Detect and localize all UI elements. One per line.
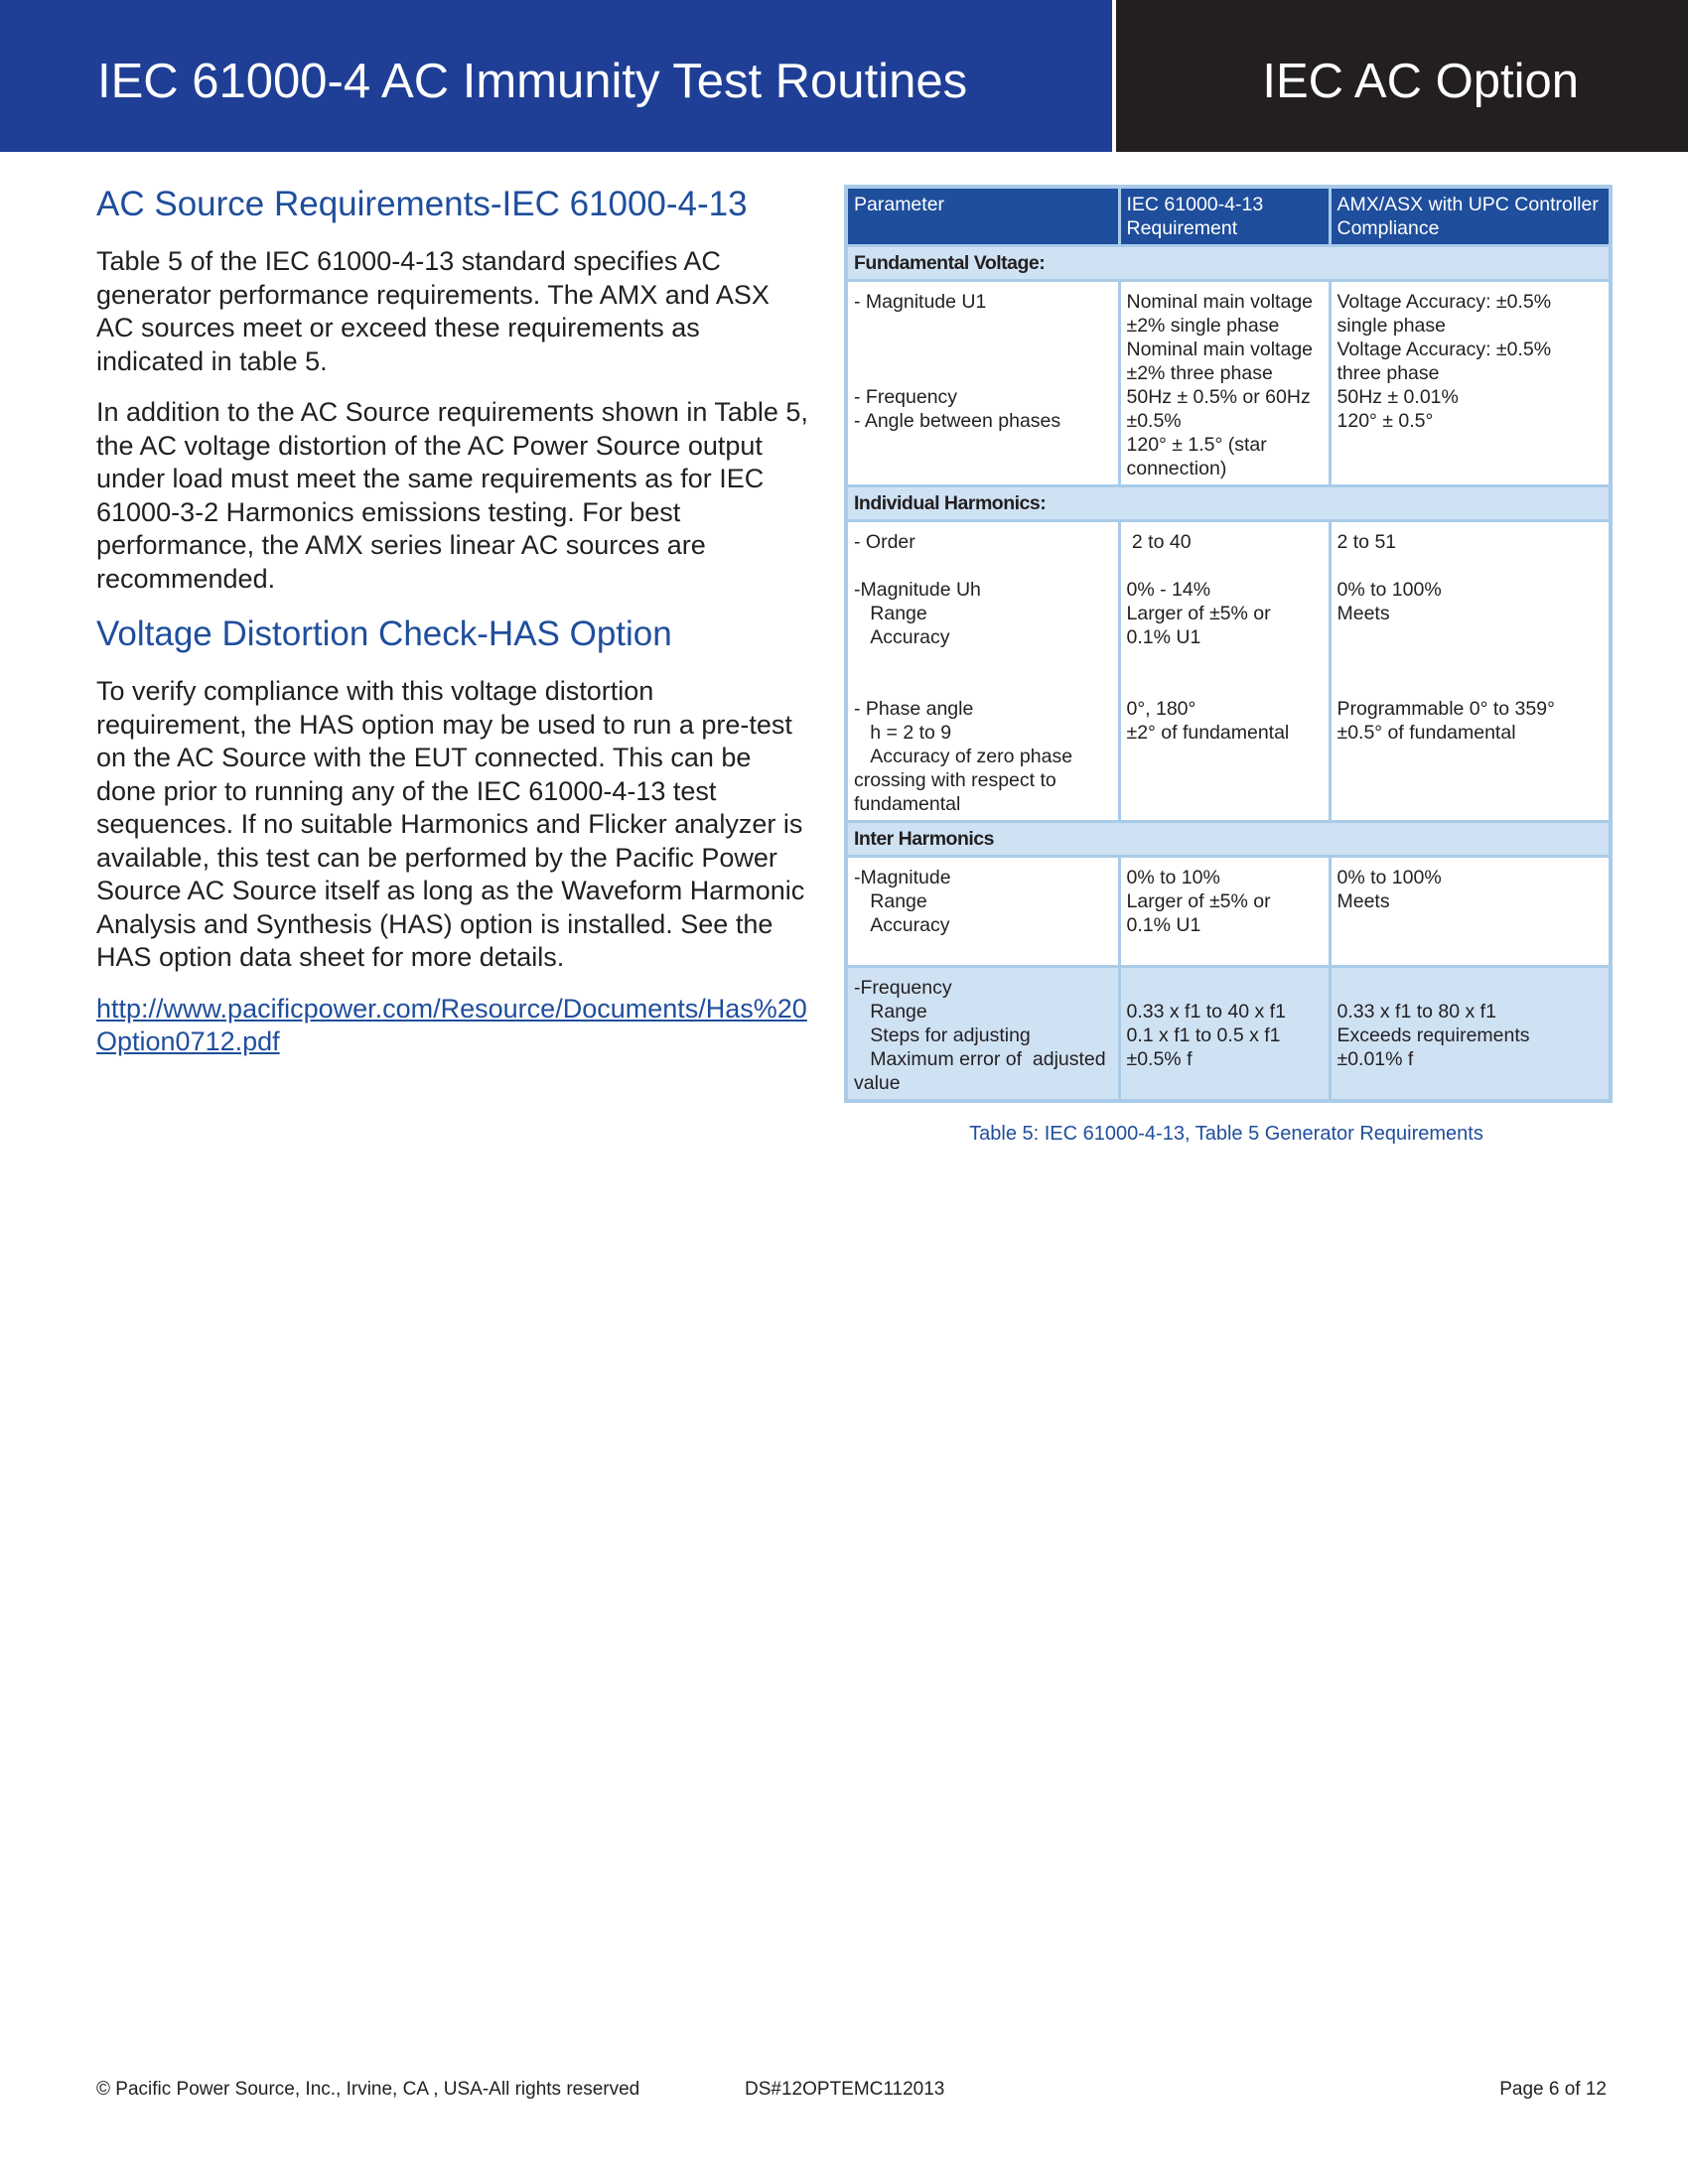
cell-line: 0% to 100%: [1336, 579, 1442, 601]
cell-line: [1127, 673, 1323, 697]
paragraph-voltage-distortion: In addition to the AC Source requirements shown in Table 5, the AC voltage distortion of the AC Power Source output under load must meet the same requirements as for IEC 61000-3-2 Harmonics emissions testing. For best performance, the AMX series linear AC sources are recommended.: [96, 397, 808, 594]
cell-line: - Order: [854, 531, 915, 553]
cell-req: [1119, 281, 1330, 486]
cell-line: ±2% three phase: [1126, 362, 1273, 384]
cell-line: Range: [854, 890, 927, 912]
cell-line: Exceeds requirements: [1336, 1024, 1530, 1046]
has-option-datasheet-link[interactable]: http://www.pacificpower.com/Resource/Documents/Has%20Option0712.pdf: [96, 993, 807, 1056]
paragraph-has-option: To verify compliance with this voltage distortion requirement, the HAS option may be used to run a pre-test on the AC Source with the EUT connected. This can be done prior to running any of the IEC 61000-4-13 test sequences. If no suitable Harmonics and Flicker analyzer is available, this test can be performed by the Pacific Power Source AC Source itself as long as the Waveform Harmonic Analysis and Synthesis (HAS) option is installed. See the HAS option data sheet for more details.: [96, 676, 805, 972]
cell-line: 0% - 14%: [1126, 579, 1211, 601]
cell-line: ±0.01% f: [1336, 1048, 1414, 1070]
cell-line: [1127, 554, 1323, 578]
cell-param: [846, 857, 1119, 967]
cell-line: fundamental: [854, 793, 961, 815]
cell-line: 120° ± 1.5° (star: [1126, 434, 1267, 456]
cell-line: 0°, 180°: [1126, 698, 1196, 720]
cell-line: -Frequency: [854, 977, 952, 999]
cell-comp: [1330, 281, 1611, 486]
requirements-table-block: [844, 185, 1609, 1146]
body-text-column: [96, 184, 811, 1059]
cell-line: -Magnitude: [854, 867, 951, 888]
cell-line: ±2° of fundamental: [1126, 722, 1290, 744]
cell-line: - Magnitude U1: [854, 291, 987, 313]
cell-line: 0.33 x f1 to 80 x f1: [1336, 1001, 1496, 1023]
cell-line: [854, 673, 1112, 697]
generator-requirements-table: [844, 185, 1613, 1103]
cell-req: [1119, 857, 1330, 967]
cell-line: [854, 554, 1112, 578]
footer-page-number: Page 6 of 12: [1499, 2079, 1607, 2100]
section-heading-has-option: Voltage Distortion Check-HAS Option: [96, 614, 672, 653]
cell-line: 50Hz ± 0.01%: [1336, 386, 1459, 408]
cell-line: Range: [854, 603, 927, 624]
cell-line: [1337, 976, 1604, 1000]
cell-line: - Angle between phases: [854, 410, 1061, 432]
cell-line: Maximum error of adjusted: [854, 1048, 1106, 1070]
cell-line: - Phase angle: [854, 698, 974, 720]
cell-line: 0% to 10%: [1126, 867, 1220, 888]
cell-line: connection): [1126, 458, 1227, 479]
cell-line: h = 2 to 9: [854, 722, 952, 744]
cell-line: crossing with respect to: [854, 769, 1056, 791]
cell-line: [854, 361, 1112, 385]
cell-comp: [1330, 857, 1611, 967]
cell-param: [846, 521, 1119, 822]
cell-line: [854, 649, 1112, 673]
cell-line: [854, 314, 1112, 338]
cell-line: [854, 338, 1112, 361]
group-title: Inter Harmonics: [846, 822, 1611, 857]
cell-line: Nominal main voltage: [1126, 291, 1314, 313]
table-group-row: [846, 822, 1611, 857]
cell-line: Meets: [1336, 890, 1390, 912]
table-body: [846, 246, 1611, 1102]
paragraph-table5-intro: Table 5 of the IEC 61000-4-13 standard specifies AC generator performance requirements. The AMX and ASX AC sources meet or exceed these requirements as indicated in table 5.: [96, 246, 770, 376]
header-parameter: Parameter: [846, 187, 1119, 246]
cell-line: Larger of ±5% or: [1126, 890, 1271, 912]
cell-line: Meets: [1336, 603, 1390, 624]
group-title: Fundamental Voltage:: [846, 246, 1611, 281]
cell-line: Programmable 0° to 359°: [1336, 698, 1555, 720]
cell-line: [1337, 554, 1604, 578]
cell-line: 2 to 40: [1126, 531, 1192, 553]
cell-line: Range: [854, 1001, 927, 1023]
cell-param: [846, 281, 1119, 486]
cell-line: 0% to 100%: [1336, 867, 1442, 888]
cell-req: [1119, 521, 1330, 822]
cell-line: 0.1% U1: [1126, 914, 1201, 936]
cell-comp: [1330, 967, 1611, 1102]
cell-line: [1337, 649, 1604, 673]
cell-comp: [1330, 521, 1611, 822]
cell-line: Steps for adjusting: [854, 1024, 1031, 1046]
cell-line: [1127, 976, 1323, 1000]
table-row: [846, 521, 1611, 822]
cell-line: 0.1 x f1 to 0.5 x f1: [1126, 1024, 1281, 1046]
cell-req: [1119, 967, 1330, 1102]
cell-line: Voltage Accuracy: ±0.5%: [1336, 291, 1552, 313]
cell-line: - Frequency: [854, 386, 958, 408]
cell-line: 2 to 51: [1336, 531, 1397, 553]
cell-line: [854, 937, 1112, 961]
cell-line: ±2% single phase: [1126, 315, 1280, 337]
cell-line: [1337, 673, 1604, 697]
cell-line: single phase: [1336, 315, 1446, 337]
cell-line: Accuracy: [854, 626, 950, 648]
footer-document-id: DS#12OPTEMC112013: [745, 2079, 945, 2100]
cell-line: Nominal main voltage: [1126, 339, 1314, 360]
cell-line: 50Hz ± 0.5% or 60Hz: [1126, 386, 1311, 408]
cell-line: Larger of ±5% or: [1126, 603, 1271, 624]
cell-line: [1337, 625, 1604, 649]
cell-line: Accuracy: [854, 914, 950, 936]
cell-line: ±0.5% f: [1126, 1048, 1193, 1070]
cell-line: 0.33 x f1 to 40 x f1: [1126, 1001, 1286, 1023]
cell-param: [846, 967, 1119, 1102]
table-row: [846, 281, 1611, 486]
cell-line: 120° ± 0.5°: [1336, 410, 1434, 432]
cell-line: ±0.5%: [1126, 410, 1182, 432]
header-iec-requirement: IEC 61000-4-13 Requirement: [1119, 187, 1330, 246]
table-row: [846, 967, 1611, 1102]
footer-copyright: © Pacific Power Source, Inc., Irvine, CA , USA-All rights reserved: [96, 2079, 640, 2100]
header-amx-asx-compliance: AMX/ASX with UPC Controller Compliance: [1330, 187, 1611, 246]
cell-line: [1127, 649, 1323, 673]
table-group-row: [846, 486, 1611, 521]
cell-line: Voltage Accuracy: ±0.5%: [1336, 339, 1552, 360]
cell-line: 0.1% U1: [1126, 626, 1201, 648]
header-option-title: IEC AC Option: [1262, 55, 1579, 108]
table-header-row: [846, 187, 1611, 246]
cell-line: three phase: [1336, 362, 1440, 384]
table-row: [846, 857, 1611, 967]
cell-line: value: [854, 1072, 901, 1094]
table-group-row: [846, 246, 1611, 281]
group-title: Individual Harmonics:: [846, 486, 1611, 521]
section-heading-ac-source: AC Source Requirements-IEC 61000-4-13: [96, 185, 748, 223]
cell-line: ±0.5° of fundamental: [1336, 722, 1516, 744]
table-caption: Table 5: IEC 61000-4-13, Table 5 Generator Requirements: [969, 1123, 1483, 1145]
cell-line: Accuracy of zero phase: [854, 746, 1073, 767]
cell-line: -Magnitude Uh: [854, 579, 981, 601]
header-title: IEC 61000-4 AC Immunity Test Routines: [97, 55, 968, 108]
